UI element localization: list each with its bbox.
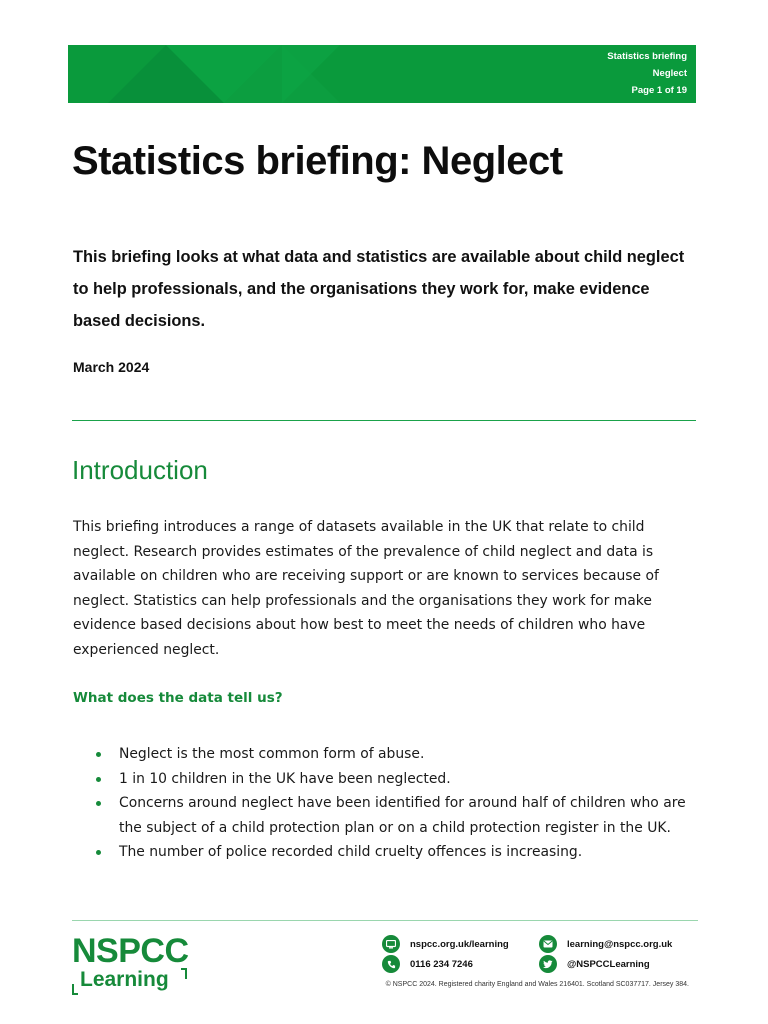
- lead-paragraph: This briefing looks at what data and statistics are available about child neglect to help professionals, and the organisations they work for, make evidence based decisions.: [73, 248, 685, 330]
- banner-pattern: [68, 45, 696, 103]
- logo-bracket-right: [181, 968, 187, 979]
- list-item-text: Neglect is the most common form of abuse.: [119, 746, 425, 762]
- twitter-icon: [539, 955, 557, 973]
- banner-page-number: Page 1 of 19: [631, 85, 687, 96]
- list-item-text: Concerns around neglect have been identified for around half of children who are the subject of a child protection plan or on a child protection register in the UK.: [119, 795, 686, 836]
- data-subheading: What does the data tell us?: [73, 690, 283, 706]
- banner-text: [607, 48, 687, 99]
- twitter-handle[interactable]: @NSPCCLearning: [567, 958, 650, 970]
- banner-doc-type: Statistics briefing: [607, 51, 687, 62]
- key-findings-list: [96, 742, 696, 865]
- header-banner: [68, 45, 696, 103]
- list-item: [96, 791, 696, 840]
- phone-contact[interactable]: [382, 955, 473, 973]
- bullet-icon: [96, 777, 101, 782]
- section-divider: [72, 420, 696, 421]
- list-item: [96, 742, 696, 767]
- footer-divider: [72, 920, 698, 921]
- bullet-icon: [96, 752, 101, 757]
- publication-date: March 2024: [73, 359, 150, 375]
- nspcc-learning-logo: [72, 934, 189, 996]
- email-icon: [539, 935, 557, 953]
- logo-wordmark: NSPCC: [72, 932, 189, 970]
- email-link[interactable]: learning@nspcc.org.uk: [567, 938, 673, 950]
- copyright-notice: © NSPCC 2024. Registered charity England and Wales 216401. Scotland SC037717. Jersey 384.: [385, 981, 689, 988]
- banner-topic: Neglect: [652, 68, 687, 79]
- website-link[interactable]: nspcc.org.uk/learning: [410, 938, 509, 950]
- phone-number[interactable]: 0116 234 7246: [410, 958, 473, 970]
- email-contact[interactable]: [539, 935, 672, 953]
- logo-subtitle-text: Learning: [80, 968, 169, 991]
- logo-subtitle: [72, 968, 189, 996]
- logo-bracket-left: [72, 984, 78, 995]
- list-item-text: The number of police recorded child cruelty offences is increasing.: [119, 844, 583, 860]
- page-title: Statistics briefing: Neglect: [72, 139, 563, 183]
- bullet-icon: [96, 801, 101, 806]
- bullet-icon: [96, 850, 101, 855]
- computer-icon: [382, 935, 400, 953]
- introduction-paragraph: This briefing introduces a range of datasets available in the UK that relate to child neglect. Research provides estimates of the prevalence of child neglect and data is available on children who are receiving support or are known to services because of neglect. Statistics can help professionals and the organisations they work for make evidence based decisions about how best to meet the needs of children who have experienced neglect.: [73, 519, 659, 658]
- list-item: [96, 767, 696, 792]
- website-contact[interactable]: [382, 935, 509, 953]
- twitter-contact[interactable]: [539, 955, 650, 973]
- list-item-text: 1 in 10 children in the UK have been neglected.: [119, 770, 451, 787]
- list-item: [96, 840, 696, 865]
- introduction-heading: Introduction: [72, 455, 208, 485]
- phone-icon: [382, 955, 400, 973]
